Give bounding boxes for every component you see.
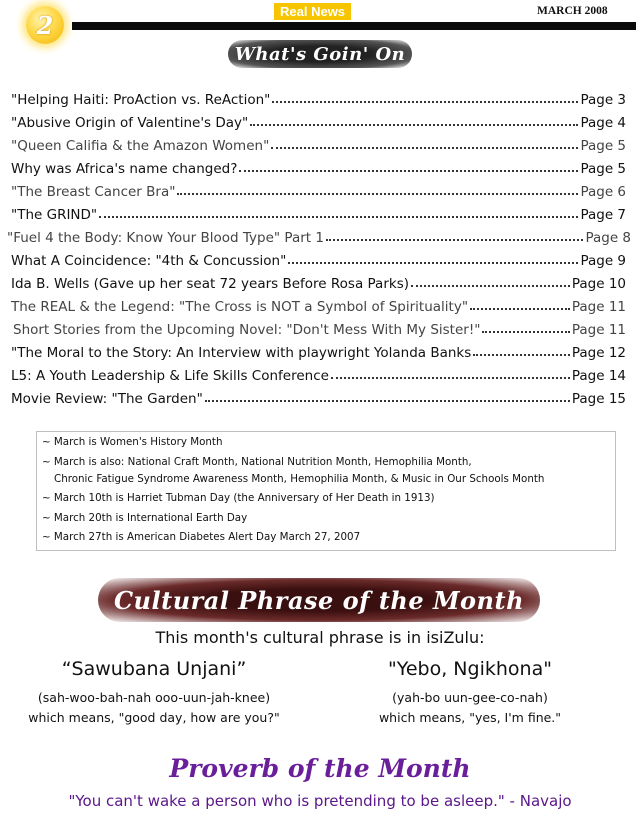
toc-leader	[473, 354, 570, 356]
toc-item-title: "The Breast Cancer Bra"	[11, 184, 176, 200]
toc-item-breast-cancer-bra[interactable]	[11, 178, 626, 200]
toc-item-page: Page 11	[571, 299, 626, 315]
toc-item-page: Page 11	[571, 322, 626, 338]
toc-item-title: "Queen Califia & the Amazon Women"	[11, 138, 270, 154]
toc-item-moral-to-story[interactable]	[11, 339, 626, 361]
toc-item-title: The REAL & the Legend: "The Cross is NOT a Symbol of Spirituality"	[11, 299, 469, 315]
observance-line: ~ March 10th is Harriet Tubman Day (the Anniversary of Her Death in 1913)	[42, 492, 435, 504]
phrase-right-meaning: which means, "yes, I'm fine."	[378, 710, 562, 725]
cultural-phrase-title: Cultural Phrase of the Month	[113, 585, 525, 615]
toc-item-page: Page 7	[580, 207, 626, 223]
toc-leader	[272, 101, 578, 103]
phrase-left	[4, 658, 304, 725]
issue-date: MARCH 2008	[537, 5, 608, 17]
toc-item-page: Page 3	[580, 92, 626, 108]
header-rule	[72, 22, 636, 30]
page-number: 2	[36, 10, 54, 40]
toc-leader	[250, 124, 578, 126]
toc-item-title: "Helping Haiti: ProAction vs. ReAction"	[11, 92, 271, 108]
phrase-left-meaning: which means, "good day, how are you?"	[28, 710, 280, 725]
phrase-left-text: “Sawubana Unjani”	[61, 658, 247, 680]
toc-leader	[331, 377, 570, 379]
section-title: What's Goin' On	[234, 43, 406, 65]
toc-item-title: L5: A Youth Leadership & Life Skills Conference	[11, 368, 329, 384]
toc-item-short-stories[interactable]	[13, 316, 626, 338]
section-title-banner	[228, 40, 412, 68]
toc-item-title: "Fuel 4 the Body: Know Your Blood Type" Part 1	[7, 230, 324, 246]
toc-item-helping-haiti[interactable]	[11, 86, 626, 108]
toc-item-page: Page 10	[571, 276, 626, 292]
toc-item-title: Movie Review: "The Garden"	[11, 391, 203, 407]
toc-item-page: Page 6	[580, 184, 626, 200]
toc-leader	[239, 170, 578, 172]
toc-leader	[411, 285, 570, 287]
toc-item-title: Ida B. Wells (Gave up her seat 72 years Before Rosa Parks)	[11, 276, 409, 292]
toc-item-fuel-4-the-body[interactable]	[7, 224, 631, 246]
toc-item-title: What A Coincidence: "4th & Concussion"	[11, 253, 287, 269]
toc-item-page: Page 8	[585, 230, 631, 246]
toc-item-page: Page 5	[580, 138, 626, 154]
toc-item-ida-b-wells[interactable]	[11, 270, 626, 292]
toc-leader	[177, 193, 578, 195]
toc-item-page: Page 12	[571, 345, 626, 361]
toc-item-africa-name[interactable]	[11, 155, 626, 177]
phrase-right-pronunciation: (yah-bo uun-gee-co-nah)	[392, 690, 548, 705]
page-number-badge	[26, 6, 64, 44]
proverb-text: "You can't wake a person who is pretending to be asleep." - Navajo	[68, 792, 572, 810]
toc-leader	[205, 400, 570, 402]
phrase-right-text: "Yebo, Ngikhona"	[388, 658, 552, 680]
toc-item-page: Page 15	[571, 391, 626, 407]
toc-leader	[326, 239, 583, 241]
observance-line: ~ March is Women's History Month	[42, 436, 223, 448]
toc-item-l5-conference[interactable]	[11, 362, 626, 384]
toc-leader	[271, 147, 578, 149]
toc-leader	[470, 308, 570, 310]
toc-item-title: "Abusive Origin of Valentine's Day"	[11, 115, 249, 131]
cultural-intro: This month's cultural phrase is in isiZulu:	[155, 628, 485, 647]
toc-item-page: Page 4	[580, 115, 626, 131]
toc-item-title: "The Moral to the Story: An Interview with playwright Yolanda Banks	[11, 345, 472, 361]
toc-item-real-and-legend[interactable]	[11, 293, 626, 315]
toc-leader	[99, 216, 578, 218]
toc-item-title: Why was Africa's name changed?	[11, 161, 238, 177]
observance-line: ~ March 27th is American Diabetes Alert Day March 27, 2007	[42, 531, 361, 543]
observance-line: Chronic Fatigue Syndrome Awareness Month, Hemophilia Month, & Music in Our Schools Month	[54, 473, 545, 485]
phrase-right	[320, 658, 620, 725]
toc-item-title: Short Stories from the Upcoming Novel: "Don't Mess With My Sister!"	[13, 322, 481, 338]
phrase-left-pronunciation: (sah-woo-bah-nah ooo-uun-jah-knee)	[37, 690, 271, 705]
toc-item-page: Page 14	[571, 368, 626, 384]
observance-line: ~ March is also: National Craft Month, National Nutrition Month, Hemophilia Month,	[42, 456, 472, 468]
toc-item-page: Page 5	[580, 161, 626, 177]
toc-item-coincidence[interactable]	[11, 247, 626, 269]
toc-leader	[288, 262, 578, 264]
brand-label: Real News	[274, 3, 351, 20]
toc-item-valentines[interactable]	[11, 109, 626, 131]
toc-item-page: Page 9	[580, 253, 626, 269]
toc-item-the-grind[interactable]	[11, 201, 626, 223]
toc-item-title: "The GRIND"	[11, 207, 98, 223]
toc-item-queen-califia[interactable]	[11, 132, 626, 154]
toc-leader	[482, 331, 569, 333]
proverb-title: Proverb of the Month	[169, 754, 471, 783]
observances-box	[36, 431, 616, 551]
cultural-phrase-banner	[98, 578, 540, 622]
observance-line: ~ March 20th is International Earth Day	[42, 512, 248, 524]
toc-item-movie-review[interactable]	[11, 385, 626, 407]
